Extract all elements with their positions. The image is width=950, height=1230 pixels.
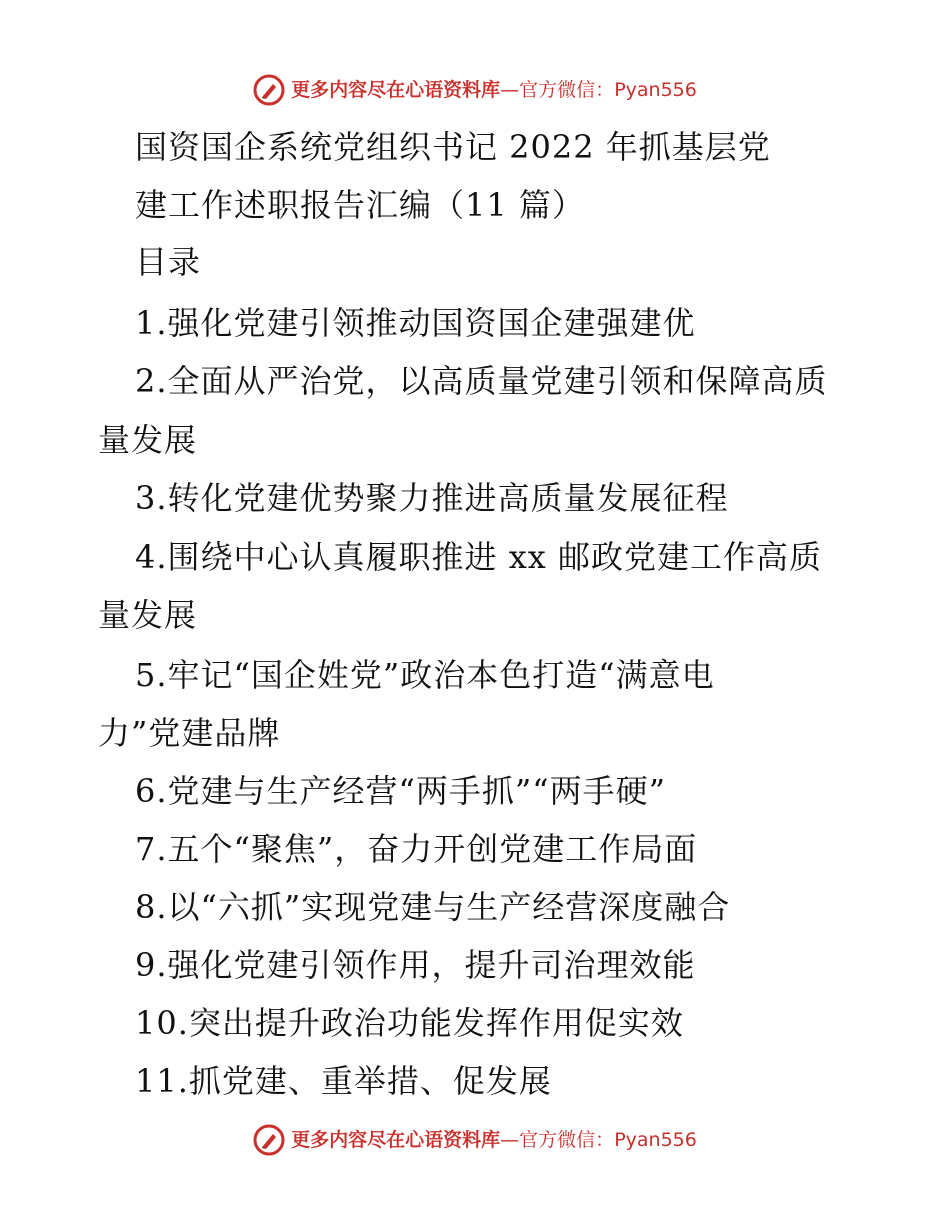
toc-item-4: 4.围绕中心认真履职推进 xx 邮政党建工作高质 bbox=[135, 538, 822, 576]
toc-item-5-continued: 力”党建品牌 bbox=[98, 714, 281, 752]
watermark-label: 官方微信 bbox=[519, 1129, 596, 1151]
header-watermark bbox=[0, 70, 950, 110]
watermark-wechat-id: Pyan556 bbox=[614, 79, 697, 101]
footer-watermark bbox=[0, 1120, 950, 1160]
toc-item-8: 8.以“六抓”实现党建与生产经营深度融合 bbox=[135, 888, 731, 926]
toc-item-6: 6.党建与生产经营“两手抓”“两手硬” bbox=[135, 772, 666, 810]
toc-item-4-continued: 量发展 bbox=[98, 596, 198, 634]
document-title-line-1: 国资国企系统党组织书记 2022 年抓基层党 bbox=[135, 128, 771, 166]
toc-item-3: 3.转化党建优势聚力推进高质量发展征程 bbox=[135, 479, 729, 517]
toc-item-11: 11.抓党建、重举措、促发展 bbox=[135, 1062, 552, 1100]
watermark-text: 更多内容尽在心语资料库 bbox=[291, 79, 501, 101]
toc-item-9: 9.强化党建引领作用，提升司治理效能 bbox=[135, 946, 696, 984]
watermark-dash: — bbox=[500, 1129, 520, 1151]
toc-item-2-continued: 量发展 bbox=[98, 421, 198, 459]
toc-item-2: 2.全面从严治党，以高质量党建引领和保障高质 bbox=[135, 362, 828, 400]
toc-item-7: 7.五个“聚焦”，奋力开创党建工作局面 bbox=[135, 830, 698, 868]
watermark-dash: — bbox=[500, 79, 520, 101]
pen-logo-icon bbox=[253, 1124, 285, 1156]
toc-item-1: 1.强化党建引领推动国资国企建强建优 bbox=[135, 304, 696, 342]
watermark-colon: ： bbox=[595, 79, 615, 101]
watermark-text: 更多内容尽在心语资料库 bbox=[291, 1129, 501, 1151]
toc-item-10: 10.突出提升政治功能发挥作用促实效 bbox=[135, 1004, 684, 1042]
toc-heading: 目录 bbox=[135, 243, 202, 281]
watermark-wechat-id: Pyan556 bbox=[614, 1129, 697, 1151]
watermark-colon: ： bbox=[595, 1129, 615, 1151]
toc-item-5: 5.牢记“国企姓党”政治本色打造“满意电 bbox=[135, 656, 715, 694]
pen-logo-icon bbox=[253, 74, 285, 106]
document-title-line-2: 建工作述职报告汇编（11 篇） bbox=[135, 186, 585, 224]
watermark-label: 官方微信 bbox=[519, 79, 596, 101]
